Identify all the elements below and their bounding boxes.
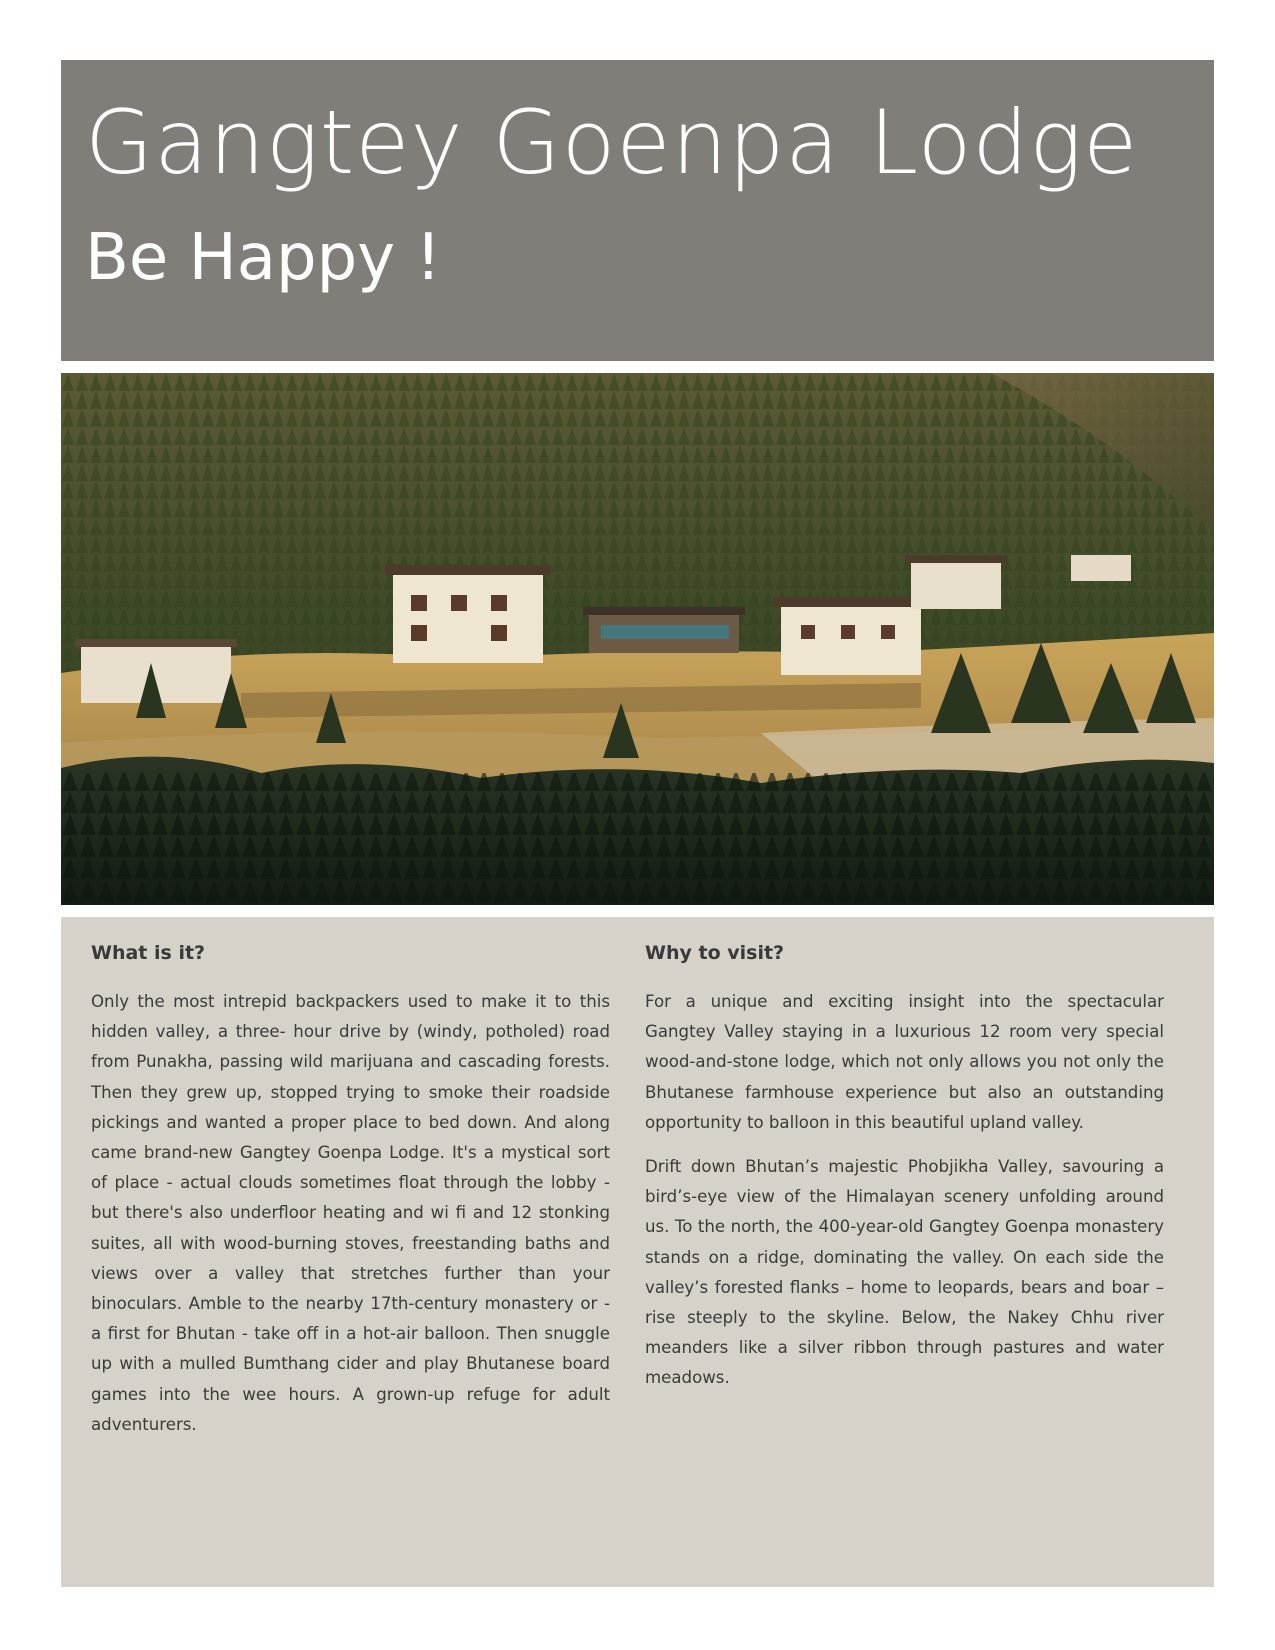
lodge-landscape-photo xyxy=(61,373,1214,905)
what-is-it-section xyxy=(91,937,610,1454)
why-to-visit-heading: Why to visit? xyxy=(645,942,785,964)
why-to-visit-paragraph-1: For a unique and exciting insight into the spectacular Gangtey Valley staying in a luxurious 12 room very special wood-and-stone lodge, which not only allows you not only the Bhutanese farmhouse experience but also an outstanding opportunity to balloon in this beautiful upland valley. xyxy=(645,992,1164,1132)
content-panel xyxy=(61,917,1214,1587)
landscape-illustration xyxy=(61,373,1214,905)
header-banner xyxy=(61,60,1214,361)
why-to-visit-paragraph-2: Drift down Bhutan’s majestic Phobjikha Valley, savouring a bird’s-eye view of the Himalayan scenery unfolding around us. To the north, the 400-year-old Gangtey Goenpa monastery stands on a ridge, dominating the valley. On each side the valley’s forested flanks – home to leopards, bears and boar – rise steeply to the skyline. Below, the Nakey Chhu river meanders like a silver ribbon through pastures and water meadows. xyxy=(645,1157,1164,1388)
what-is-it-heading: What is it? xyxy=(91,942,206,964)
what-is-it-paragraph: Only the most intrepid backpackers used to make it to this hidden valley, a three- hour drive by (windy, potholed) road from Punakha, passing wild marijuana and cascading forests. Then they grew up, stopped trying to smoke their roadside pickings and wanted a proper place to bed down. And along came brand-new Gangtey Goenpa Lodge. It's a mystical sort of place - actual clouds sometimes float through the lobby - but there's also underfloor heating and wi fi and 12 stonking suites, all with wood-burning stoves, freestanding baths and views over a valley that stretches further than your binoculars. Amble to the nearby 17th-century monastery or - a first for Bhutan - take off in a hot-air balloon. Then snuggle up with a mulled Bumthang cider and play Bhutanese board games into the wee hours. A grown-up refuge for adult adventurers. xyxy=(91,992,610,1434)
why-to-visit-section xyxy=(645,937,1164,1408)
page-subtitle: Be Happy ! xyxy=(85,221,442,295)
page-title: Gangtey Goenpa Lodge xyxy=(85,91,1139,194)
